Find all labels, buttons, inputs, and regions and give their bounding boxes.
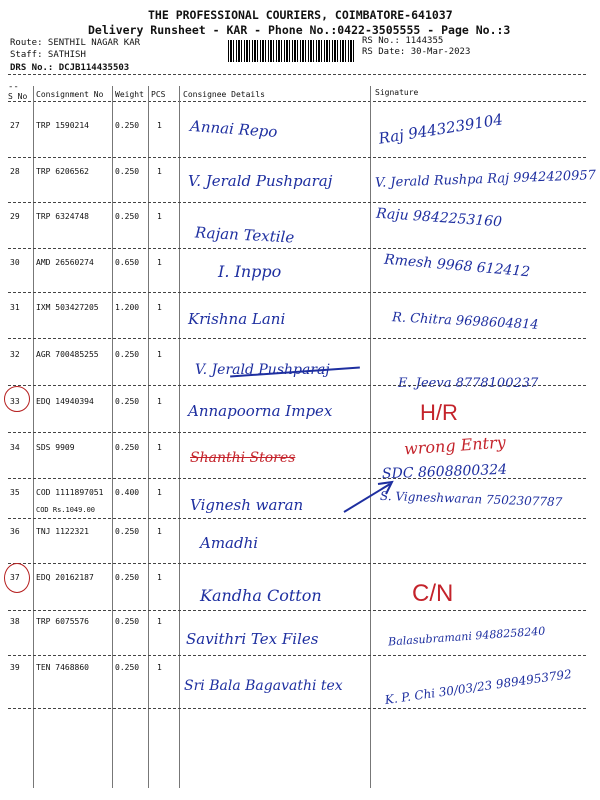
row-consignment: TRP 6324748 <box>36 212 89 221</box>
row-sno: 31 <box>10 303 20 312</box>
row-consignment: EDQ 14940394 <box>36 397 94 406</box>
row-sno: 35 <box>10 488 20 497</box>
row-consignment: COD 1111897051 <box>36 488 104 497</box>
row-divider <box>8 518 586 519</box>
row-sno: 38 <box>10 617 20 626</box>
drs-number: DRS No.: DCJB114435503 <box>10 63 130 73</box>
row-consignee-handwritten: V. Jerald Pushparaj <box>195 362 330 378</box>
row-divider <box>8 385 586 386</box>
row-divider <box>8 338 586 339</box>
sdc-number-note: SDC 8608800324 <box>381 461 508 483</box>
header-divider <box>8 74 586 75</box>
row-pcs: 1 <box>157 527 162 536</box>
runsheet-subtitle: Delivery Runsheet - KAR - Phone No.:0422-3505555 - Page No.:3 <box>88 23 511 37</box>
row-sno: 30 <box>10 258 20 267</box>
col-consignment: Consignment No <box>36 90 104 99</box>
row-signature: Raju 9842253160 <box>375 205 503 231</box>
row-divider <box>8 708 586 709</box>
row-consignment: IXM 503427205 <box>36 303 99 312</box>
row-signature-status: H/R <box>420 400 458 425</box>
row-consignment: TNJ 1122321 <box>36 527 89 536</box>
row-consignment: TRP 1590214 <box>36 121 89 130</box>
row-pcs: 1 <box>157 167 162 176</box>
row-signature: E. Jeeva 8778100237 <box>398 376 539 391</box>
row-pcs: 1 <box>157 443 162 452</box>
route-label: Route: SENTHIL NAGAR KAR <box>10 38 141 48</box>
row-consignee-struck: Shanthi Stores <box>190 450 296 466</box>
margin-mark: -- <box>8 82 19 92</box>
row-pcs: 1 <box>157 488 162 497</box>
row-consignment: TEN 7468860 <box>36 663 89 672</box>
row-sno: 36 <box>10 527 20 536</box>
col-sno: S No <box>8 92 28 101</box>
row-sno: 28 <box>10 167 20 176</box>
row-weight: 0.250 <box>115 167 140 176</box>
row-consignee-handwritten: V. Jerald Pushparaj <box>188 172 333 190</box>
row-consignment: TRP 6206562 <box>36 167 89 176</box>
row-consignee-handwritten: Vignesh waran <box>190 496 304 514</box>
row-divider <box>8 655 586 656</box>
row-signature: Raj 9443239104 <box>377 110 505 148</box>
row-sno: 27 <box>10 121 20 130</box>
col-separator <box>148 86 149 788</box>
col-weight: Weight <box>115 90 144 99</box>
row-sno: 33 <box>10 397 20 406</box>
row-divider <box>8 563 586 564</box>
row-consignee-handwritten: Amadhi <box>200 534 259 552</box>
row-pcs: 1 <box>157 573 162 582</box>
row-signature: R. Chitra 9698604814 <box>391 310 539 333</box>
row-divider <box>8 202 586 203</box>
row-consignment: AMD 26560274 <box>36 258 94 267</box>
row-weight: 0.250 <box>115 573 140 582</box>
row-pcs: 1 <box>157 350 162 359</box>
row-consignee-handwritten: Savithri Tex Files <box>186 630 319 648</box>
row-consignee-handwritten: Annapoorna Impex <box>188 402 333 420</box>
row-pcs: 1 <box>157 121 162 130</box>
row-consignee-handwritten: Krishna Lani <box>188 310 286 328</box>
col-separator <box>112 86 113 788</box>
row-weight: 0.250 <box>115 121 140 130</box>
row-pcs: 1 <box>157 303 162 312</box>
cod-amount: COD Rs.1049.00 <box>36 506 96 514</box>
row-sno: 34 <box>10 443 20 452</box>
row-consignment: EDQ 20162187 <box>36 573 94 582</box>
row-consignee-handwritten: Sri Bala Bagavathi tex <box>184 678 343 694</box>
col-pcs: PCS <box>151 90 166 99</box>
row-signature: Balasubramani 9488258240 <box>387 624 546 649</box>
company-title: THE PROFESSIONAL COURIERS, COIMBATORE-641037 <box>148 8 453 22</box>
col-signature: Signature <box>375 88 419 97</box>
row-sno: 32 <box>10 350 20 359</box>
col-separator <box>179 86 180 788</box>
row-divider <box>8 157 586 158</box>
staff-label: Staff: SATHISH <box>10 50 86 60</box>
row-sno: 39 <box>10 663 20 672</box>
row-pcs: 1 <box>157 397 162 406</box>
row-weight: 0.400 <box>115 488 140 497</box>
col-separator <box>370 86 371 788</box>
row-pcs: 1 <box>157 617 162 626</box>
row-divider <box>8 610 586 611</box>
arrow-mark <box>340 476 400 516</box>
row-consignee-handwritten: Rajan Textile <box>194 223 295 247</box>
row-signature-status: wrong Entry <box>403 432 507 459</box>
col-separator <box>33 86 34 788</box>
barcode <box>228 40 356 62</box>
row-consignment: SDS 9909 <box>36 443 75 452</box>
row-weight: 0.250 <box>115 617 140 626</box>
row-pcs: 1 <box>157 663 162 672</box>
column-header-divider <box>8 101 586 102</box>
row-signature: K. P. Chi 30/03/23 9894953792 <box>383 666 573 708</box>
row-pcs: 1 <box>157 258 162 267</box>
row-sno: 29 <box>10 212 20 221</box>
row-consignee-handwritten: I. Inppo <box>218 262 282 281</box>
row-consignee-handwritten: Annai Repo <box>189 116 278 142</box>
row-weight: 0.650 <box>115 258 140 267</box>
row-signature-status: C/N <box>412 580 454 607</box>
row-consignee-handwritten: Kandha Cotton <box>200 586 322 605</box>
row-weight: 1.200 <box>115 303 140 312</box>
rs-number: RS No.: 1144355 <box>362 36 444 46</box>
row-weight: 0.250 <box>115 443 140 452</box>
row-signature: V. Jerald Rushpa Raj 9942420957 <box>374 168 597 191</box>
row-divider <box>8 248 586 249</box>
row-weight: 0.250 <box>115 663 140 672</box>
row-weight: 0.250 <box>115 212 140 221</box>
row-sno: 37 <box>10 573 20 582</box>
row-weight: 0.250 <box>115 350 140 359</box>
row-divider <box>8 478 586 479</box>
row-consignment: AGR 700485255 <box>36 350 99 359</box>
row-consignment: TRP 6075576 <box>36 617 89 626</box>
col-consignee: Consignee Details <box>183 90 265 99</box>
row-pcs: 1 <box>157 212 162 221</box>
row-signature: Rmesh 9968 612412 <box>383 251 531 281</box>
row-weight: 0.250 <box>115 527 140 536</box>
row-signature: S. Vigneshwaran 7502307787 <box>379 488 563 510</box>
row-divider <box>8 292 586 293</box>
row-weight: 0.250 <box>115 397 140 406</box>
rs-date: RS Date: 30-Mar-2023 <box>362 47 471 57</box>
